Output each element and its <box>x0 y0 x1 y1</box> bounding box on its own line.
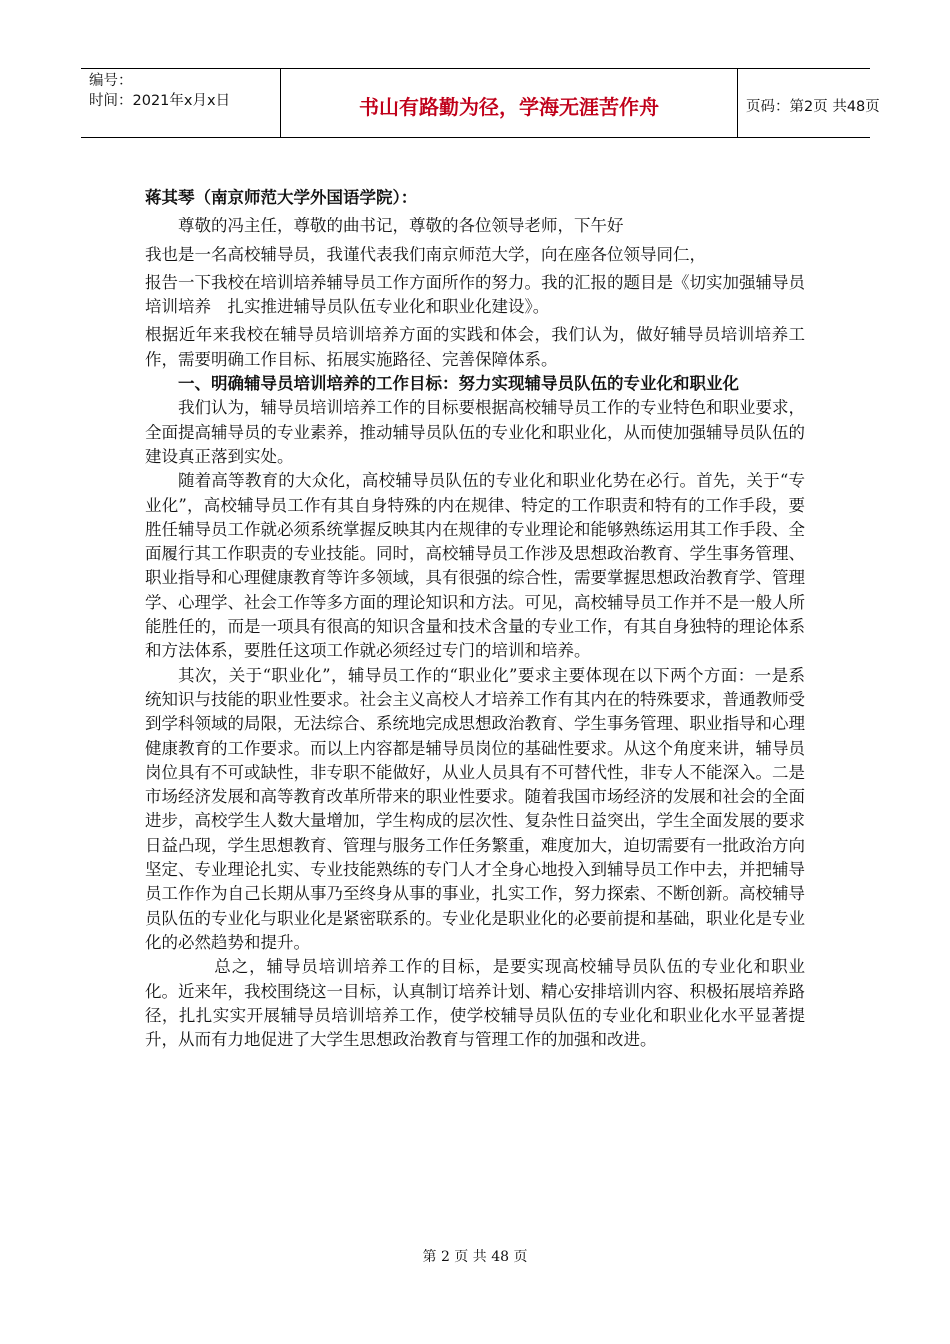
page-footer: 第 2 页 共 48 页 <box>422 1249 528 1265</box>
intro-line-1: 我也是一名高校辅导员，我谨代表我们南京师范大学，向在座各位领导同仁， <box>145 244 706 264</box>
date-label: 时间：2021年x月x日 <box>89 93 231 109</box>
number-label: 编号： <box>89 73 133 89</box>
greeting: 尊敬的冯主任，尊敬的曲书记，尊敬的各位领导老师，下午好 <box>178 216 624 236</box>
document-body <box>145 186 805 1052</box>
speaker-line: 蒋其琴（南京师范大学外国语学院）： <box>145 188 418 207</box>
page-header <box>81 68 880 138</box>
paragraph-3: 其次，关于“职业化”，辅导员工作的“职业化”要求主要体现在以下两个方面：一是系统知识与技能的职业性要求。社会主义高校人才培养工作有其内在的特殊要求，普通教师受到学科领域的局限，无法综合、系统地完成思想政治教育、学生事务管理、职业指导和心理健康教育的工作要求。而以上内容都是辅导员岗位的基础性要求。从这个角度来讲，辅导员岗位具有不可或缺性，非专职不能做好，从业人员具有不可替代性，非专人不能深入。二是市场经济发展和高等教育改革所带来的职业性要求。随着我国市场经济的发展和社会的全面进步，高校学生人数大量增加，学生构成的层次性、复杂性日益突出，学生全面发展的要求日益凸现，学生思想教育、管理与服务工作任务繁重，难度加大，迫切需要有一批政治方向坚定、专业理论扎实、专业技能熟练的专门人才全身心地投入到辅导员工作中去，并把辅导员工作作为自己长期从事乃至终身从事的事业，扎实工作，努力探索、不断创新。高校辅导员队伍的专业化与职业化是紧密联系的。专业化是职业化的必要前提和基础，职业化是专业化的必然趋势和提升。 <box>145 665 805 952</box>
intro-line-3: 根据近年来我校在辅导员培训培养方面的实践和体会，我们认为，做好辅导员培训培养工作，需要明确工作目标、拓展实施路径、完善保障体系。 <box>145 325 805 369</box>
intro-line-2: 报告一下我校在培训培养辅导员工作方面所作的努力。我的汇报的题目是《切实加强辅导员培训培养 扎实推进辅导员队伍专业化和职业化建设》。 <box>145 272 805 317</box>
header-meta <box>81 69 281 137</box>
paragraph-4: 总之，辅导员培训培养工作的目标，是要实现高校辅导员队伍的专业化和职业化。近来年，我校围绕这一目标，认真制订培养计划、精心安排培训内容、积极拓展培养路径，扎扎实实开展辅导员培训培养工作，使学校辅导员队伍的专业化和职业化水平显著提升，从而有力地促进了大学生思想政治教育与管理工作的加强和改进。 <box>145 957 805 1050</box>
header-page-info: 页码：第2页 共48页 <box>746 98 880 115</box>
header-motto: 书山有路勤为径，学海无涯苦作舟 <box>281 69 738 137</box>
section-title: 一、明确辅导员培训培养的工作目标：努力实现辅导员队伍的专业化和职业化 <box>178 374 739 394</box>
paragraph-2: 随着高等教育的大众化，高校辅导员队伍的专业化和职业化势在必行。首先，关于“专业化”，高校辅导员工作有其自身特殊的内在规律、特定的工作职责和特有的工作手段，要胜任辅导员工作就必须系统掌握反映其内在规律的专业理论和能够熟练运用其工作手段、全面履行其工作职责的专业技能。同时，高校辅导员工作涉及思想政治教育、学生事务管理、职业指导和心理健康教育等许多领域，具有很强的综合性，需要掌握思想政治教育学、管理学、心理学、社会工作等多方面的理论知识和方法。可见，高校辅导员工作并不是一般人所能胜任的，而是一项具有很高的知识含量和技术含量的专业工作，有其自身独特的理论体系和方法体系，要胜任这项工作就必须经过专门的培训和培养。 <box>145 471 805 661</box>
paragraph-1: 我们认为，辅导员培训培养工作的目标要根据高校辅导员工作的专业特色和职业要求，全面提高辅导员的专业素养，推动辅导员队伍的专业化和职业化，从而使加强辅导员队伍的建设真正落到实处。 <box>145 398 805 466</box>
